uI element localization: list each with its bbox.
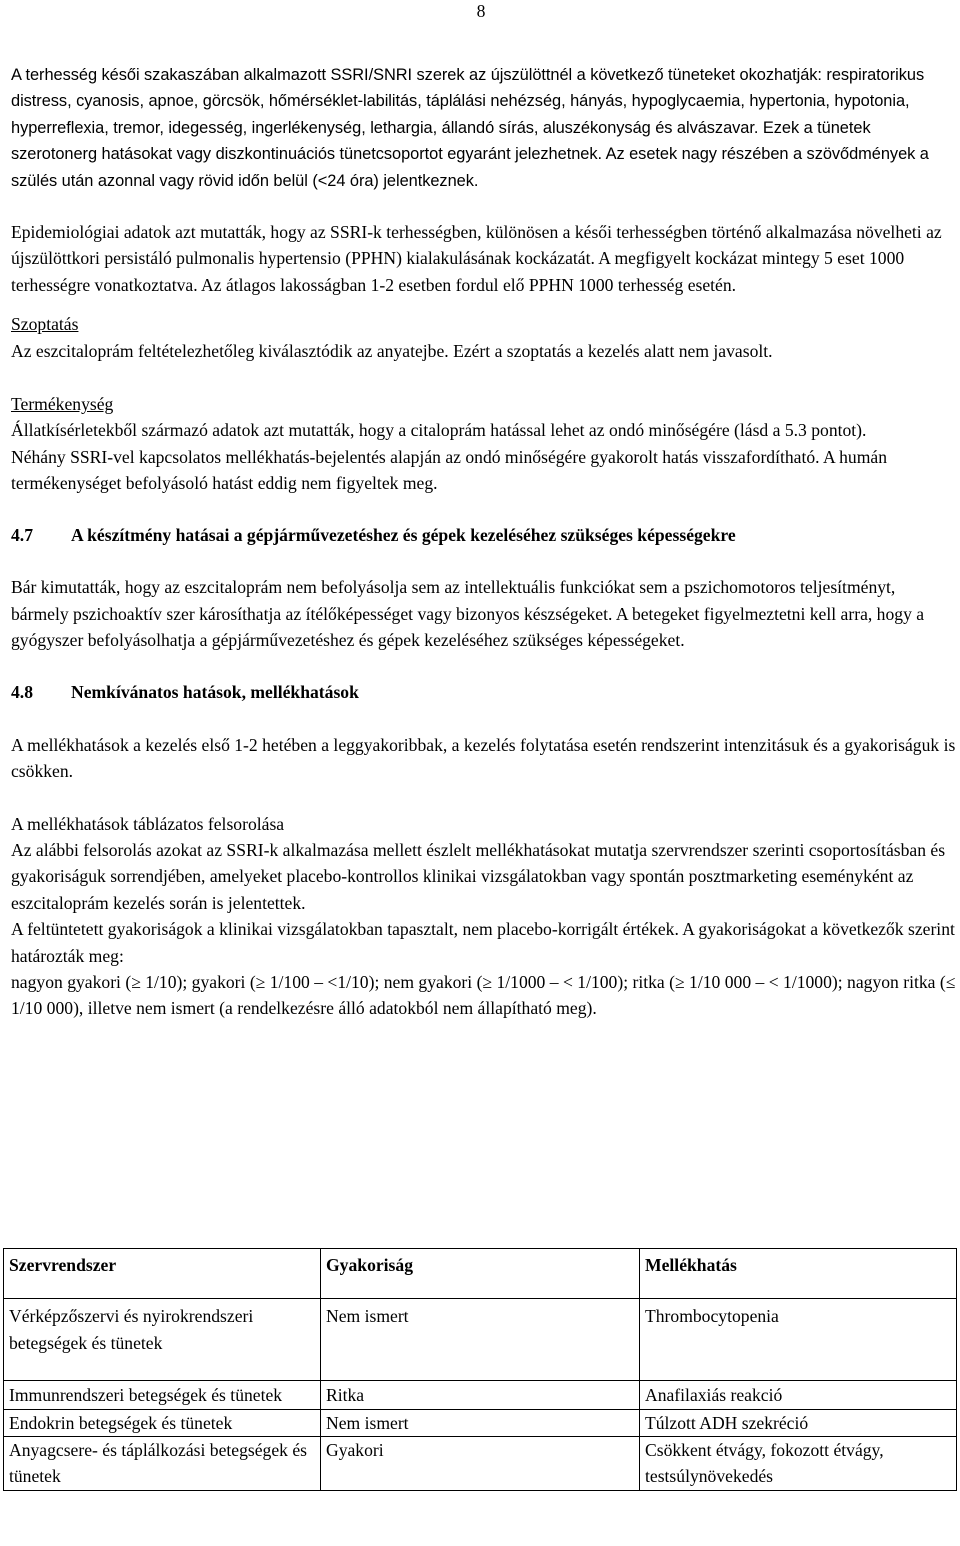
- page-number: 8: [476, 1, 486, 21]
- section-4-8-number: 4.8: [11, 682, 33, 703]
- breastfeeding-text: Az eszcitaloprám feltételezhetőleg kiválasztódik az anyatejbe. Ezért a szoptatás a kezelés alatt nem javasolt.: [11, 340, 773, 361]
- table-cell: Vérképzőszervi és nyirokrendszeri betegségek és tünetek: [4, 1299, 321, 1381]
- section-4-7-heading: [11, 522, 956, 548]
- table-cell: Nem ismert: [321, 1299, 640, 1381]
- table-row: [4, 1299, 957, 1381]
- table-row: [4, 1437, 957, 1491]
- table-header-row: [4, 1249, 957, 1299]
- pphn-paragraph: Epidemiológiai adatok azt mutatták, hogy az SSRI-k terhességben, különösen a késői terhességben történő alkalmazása növelheti az újszülöttkori persistáló pulmonalis hypertensio (PPHN) kialakulásának kockázatát. A megfigyelt kockázat mintegy 5 eset 1000 terhességre vonatkoztatva. Az átlagos lakosságban 1-2 esetben fordul elő PPHN 1000 terhesség esetén.: [11, 222, 942, 295]
- breastfeeding-heading: Szoptatás: [11, 314, 79, 335]
- table-cell: Immunrendszeri betegségek és tünetek: [4, 1381, 321, 1409]
- table-cell: Csökkent étvágy, fokozott étvágy, testsúlynövekedés: [640, 1437, 957, 1491]
- table-row: [4, 1409, 957, 1436]
- table-cell: Endokrin betegségek és tünetek: [4, 1409, 321, 1436]
- table-cell: Nem ismert: [321, 1409, 640, 1436]
- header-adverse-reaction: Mellékhatás: [640, 1249, 957, 1299]
- header-organ-system: Szervrendszer: [4, 1249, 321, 1299]
- table-cell: Túlzott ADH szekréció: [640, 1409, 957, 1436]
- fertility-heading: Termékenység: [11, 394, 114, 415]
- section-4-7-text: Bár kimutatták, hogy az eszcitaloprám nem befolyásolja sem az intellektuális funkciókat sem a pszichomotoros teljesítményt, bármely pszichoaktív szer károsíthatja az ítélőképességet vagy bizonyos készségeket. A betegeket figyelmeztetni kell arra, hogy a gyógyszer befolyásolhatja a gépjárművezetéshez és gépek kezeléséhez szükséges képességeket.: [11, 577, 925, 650]
- tabular-text-2: A feltüntetett gyakoriságok a klinikai vizsgálatokban tapasztalt, nem placebo-korrigált értékek. A gyakoriságokat a következők szerint határozták meg:: [11, 919, 955, 966]
- adverse-reactions-table: [3, 1248, 957, 1491]
- fertility-text-1: Állatkísérletekből származó adatok azt mutatták, hogy a citaloprám hatással lehet az ondó minőségére (lásd a 5.3 pontot).: [11, 420, 867, 441]
- table-cell: Thrombocytopenia: [640, 1299, 957, 1381]
- section-4-7-title: A készítmény hatásai a gépjárművezetéshez és gépek kezeléséhez szükséges képességekre: [71, 524, 736, 545]
- section-4-8-text: A mellékhatások a kezelés első 1-2 hetében a leggyakoribbak, a kezelés folytatása esetén rendszerint intenzitásuk és a gyakoriságuk is csökken.: [11, 734, 956, 782]
- table-cell: Ritka: [321, 1381, 640, 1409]
- fertility-text-2: Néhány SSRI-vel kapcsolatos mellékhatás-bejelentés alapján az ondó minőségére gyakorolt hatás visszafordítható. A humán termékenységet befolyásoló hatást eddig nem figyeltek meg.: [11, 446, 888, 494]
- frequency-definitions: nagyon gyakori (≥ 1/10); gyakori (≥ 1/100 – <1/10); nem gyakori (≥ 1/1000 – < 1/100); ritka (≥ 1/10 000 – < 1/1000); nagyon ritka (≤ 1/10 000), illetve nem ismert (a rendelkezésre álló adatokból nem állapítható meg).: [11, 971, 956, 1019]
- section-4-8-heading: [11, 679, 956, 705]
- section-4-7-number: 4.7: [11, 524, 33, 545]
- table-cell: Gyakori: [321, 1437, 640, 1491]
- table-cell: Anyagcsere- és táplálkozási betegségek és tünetek: [4, 1437, 321, 1491]
- pregnancy-neonatal-paragraph: A terhesség késői szakaszában alkalmazott SSRI/SNRI szerek az újszülöttnél a következő tüneteket okozhatják: respiratorikus distress, cyanosis, apnoe, görcsök, hőmérséklet-labilitás, táplálási nehézség, hányás, hypoglycaemia, hypertonia, hypotonia, hyperreflexia, tremor, idegesség, ingerlékenység, lethargia, állandó sírás, aluszékonyság és alvászavar. Ezek a tünetek szerotonerg hatásokat vagy diszkontinuációs tünetcsoportot egyaránt jelezhetnek. Az esetek nagy részében a szövődmények a szülés után azonnal vagy rövid időn belül (<24 óra) jelentkeznek.: [11, 66, 929, 190]
- table-row: [4, 1381, 957, 1409]
- header-frequency: Gyakoriság: [321, 1249, 640, 1299]
- section-4-8-title: Nemkívánatos hatások, mellékhatások: [71, 682, 359, 703]
- tabular-text-1: Az alábbi felsorolás azokat az SSRI-k alkalmazása mellett észlelt mellékhatásokat mutatja szervrendszer szerinti csoportosításban és gyakoriságuk sorrendjében, amelyeket placebo-kontrollos klinikai vizsgálatokban vagy spontán posztmarketing eseményként az eszcitaloprám kezelés során is jelentettek.: [11, 839, 946, 913]
- tabular-heading: A mellékhatások táblázatos felsorolása: [11, 813, 285, 834]
- document-body: [11, 62, 956, 1022]
- table-cell: Anafilaxiás reakció: [640, 1381, 957, 1409]
